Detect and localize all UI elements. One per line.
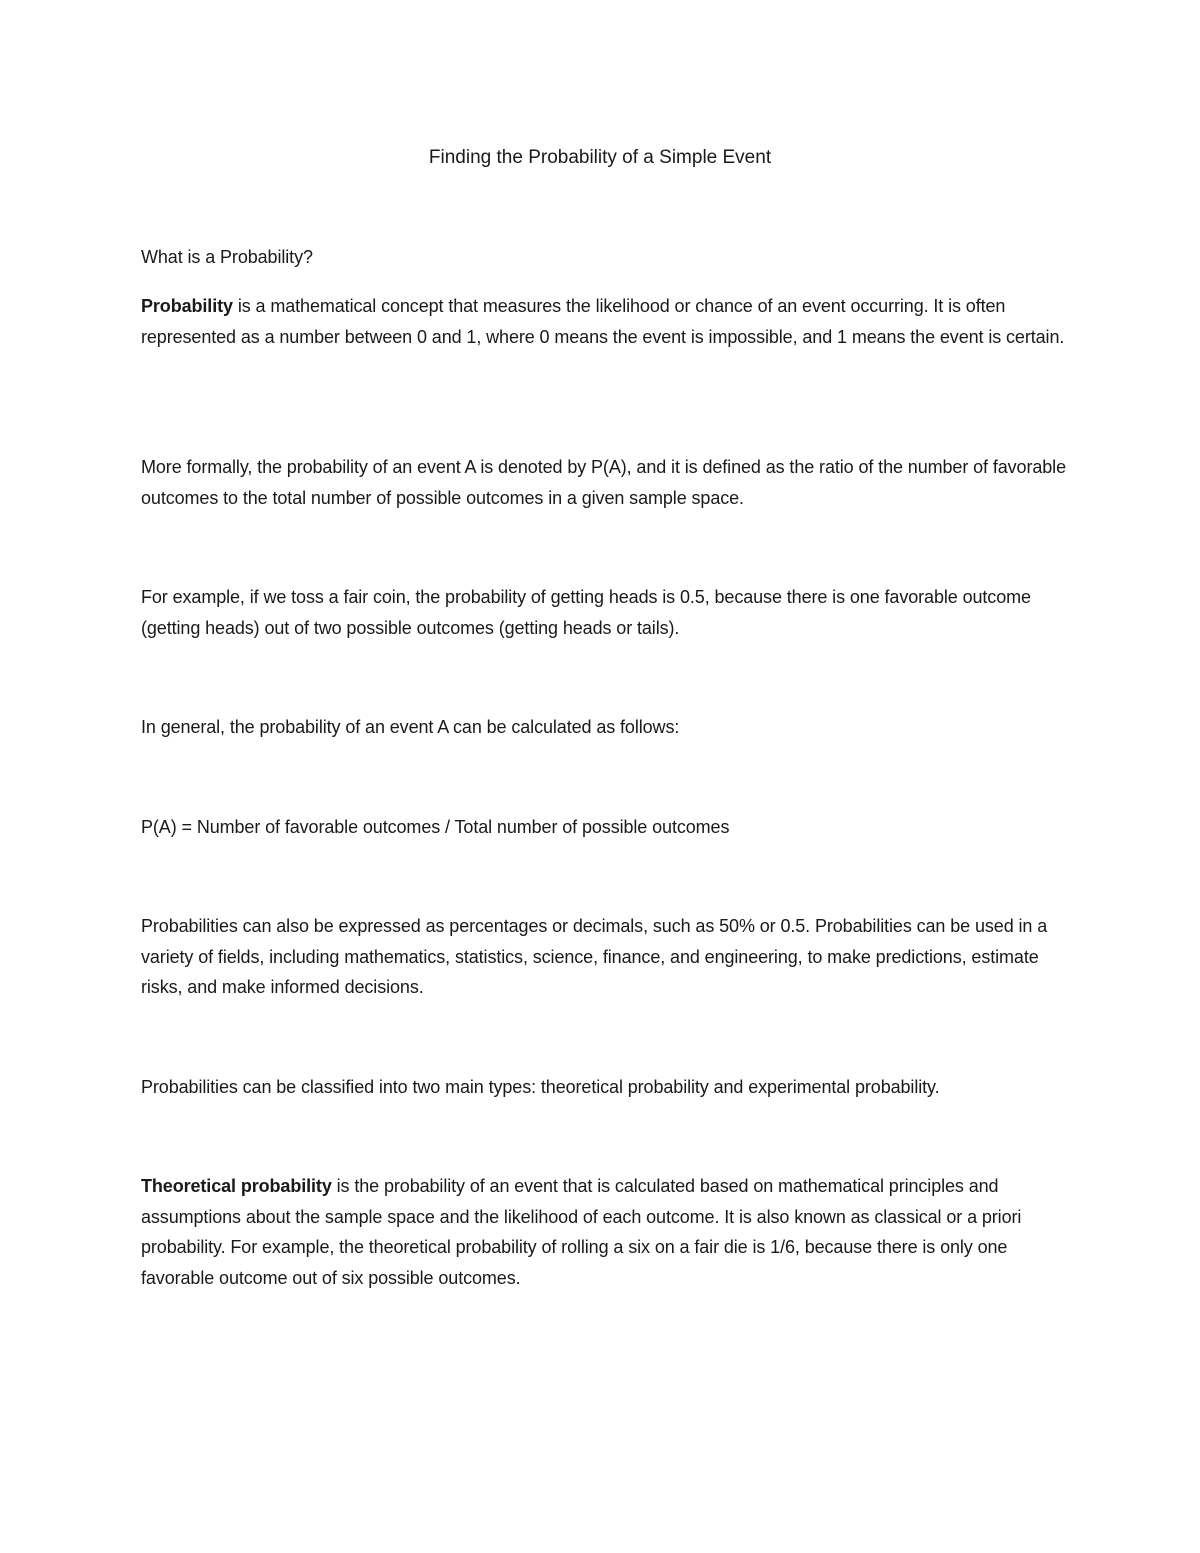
probability-definition-text: is a mathematical concept that measures the likelihood or chance of an event occurring. It is often represented as a number between 0 and 1, where 0 means the event is impossible, and 1 means the event is certain.	[141, 296, 1065, 347]
formal-definition-paragraph: More formally, the probability of an event A is denoted by P(A), and it is defined as the ratio of the number of favorable outcomes to the total number of possible outcomes in a given sample space.	[141, 457, 1066, 508]
coin-example-paragraph: For example, if we toss a fair coin, the probability of getting heads is 0.5, because there is one favorable outcome (getting heads) out of two possible outcomes (getting heads or tails).	[141, 587, 1031, 638]
probability-term: Probability	[141, 296, 233, 316]
section-heading: What is a Probability?	[141, 247, 313, 267]
theoretical-probability-paragraph	[141, 1171, 1076, 1293]
theoretical-probability-term: Theoretical probability	[141, 1176, 332, 1196]
applications-paragraph: Probabilities can also be expressed as percentages or decimals, such as 50% or 0.5. Probabilities can be used in a variety of fields, including mathematics, statistics, science, finance, and engineering, to make predictions, estimate risks, and make informed decisions.	[141, 916, 1048, 997]
theoretical-probability-text: is the probability of an event that is calculated based on mathematical principles and assumptions about the sample space and the likelihood of each outcome. It is also known as classical or a priori probability. For example, the theoretical probability of rolling a six on a fair die is 1/6, because there is only one favorable outcome out of six possible outcomes.	[141, 1176, 1022, 1288]
document-title: Finding the Probability of a Simple Event	[428, 147, 772, 168]
general-intro-paragraph: In general, the probability of an event A can be calculated as follows:	[141, 717, 680, 737]
probability-formula: P(A) = Number of favorable outcomes / Total number of possible outcomes	[141, 817, 730, 837]
probability-definition-paragraph	[141, 291, 1076, 352]
probability-types-paragraph: Probabilities can be classified into two main types: theoretical probability and experimental probability.	[141, 1077, 940, 1097]
